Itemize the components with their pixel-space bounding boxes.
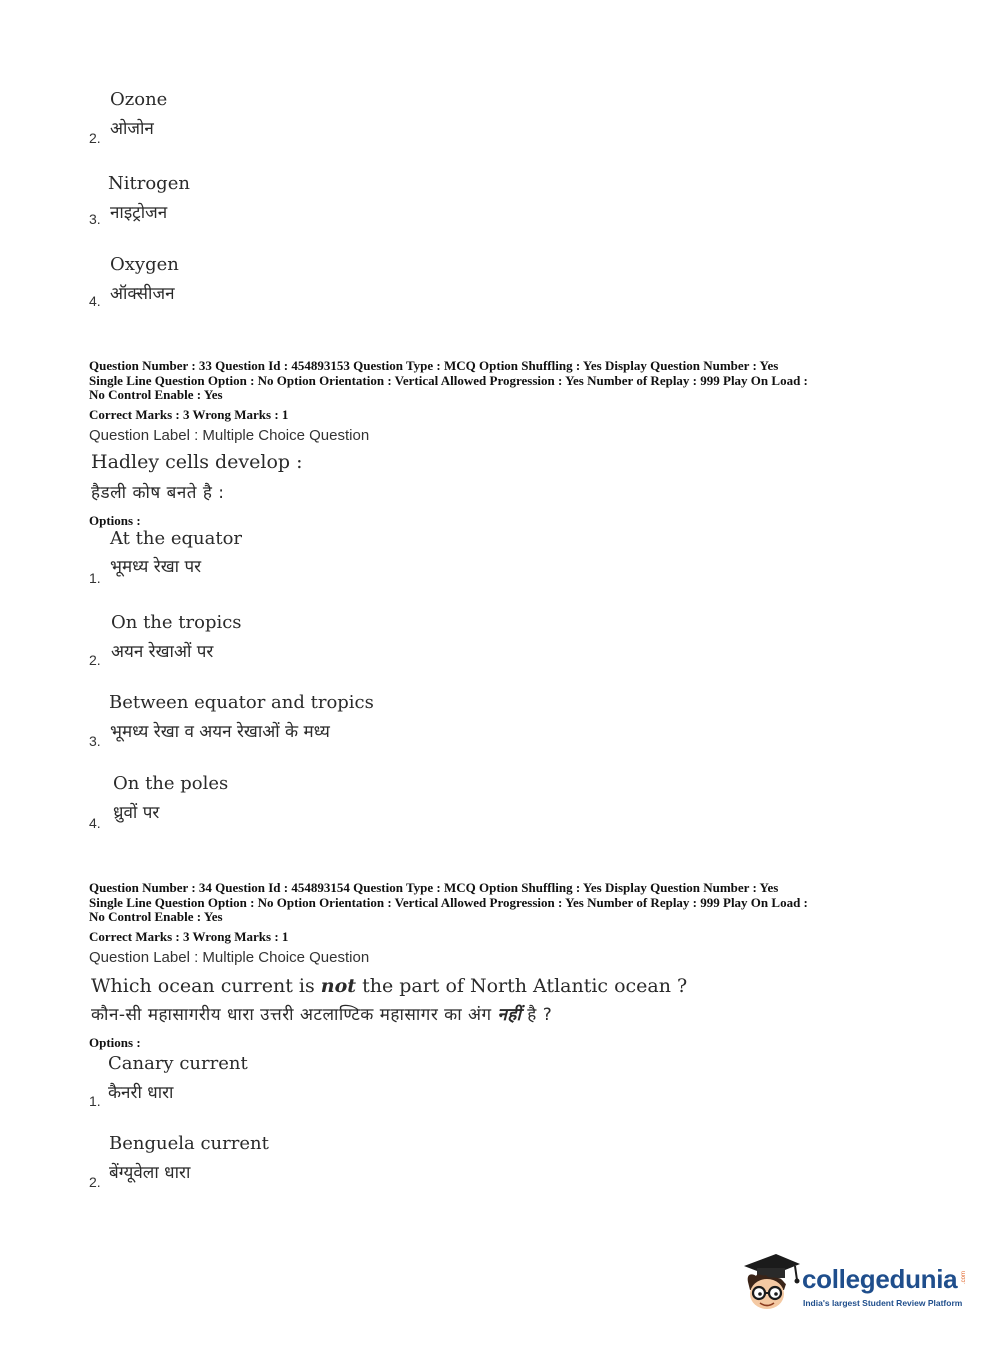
- question-marks: Correct Marks : 3 Wrong Marks : 1: [89, 407, 289, 422]
- option-text-hi: ऑक्सीजन: [110, 284, 175, 304]
- question-marks: Correct Marks : 3 Wrong Marks : 1: [89, 929, 289, 944]
- option-text-en: On the poles: [113, 773, 229, 794]
- brand-tagline: India's largest Student Review Platform: [803, 1298, 963, 1308]
- option-text-en: At the equator: [110, 528, 243, 549]
- option-text-hi: नाइट्रोजन: [110, 203, 168, 223]
- option-text-en: Benguela current: [109, 1133, 269, 1154]
- option-number: 2.: [89, 130, 101, 146]
- brand-name: collegedunia: [802, 1264, 958, 1294]
- meta-line-2: Single Line Question Option : No Option Orientation : Vertical Allowed Progression : Yes Number of Replay : 999 Play On Load :: [89, 372, 808, 388]
- option-number: 1.: [89, 1093, 101, 1109]
- option-number: 1.: [89, 570, 101, 586]
- option-text-hi: अयन रेखाओं पर: [111, 642, 214, 662]
- text-segment: Which ocean current is: [91, 975, 321, 997]
- question-text-hi: हैडली कोष बनते है :: [91, 483, 225, 503]
- options-heading: Options :: [89, 513, 141, 528]
- text-segment: है ?: [521, 1005, 553, 1025]
- option-text-en: Canary current: [108, 1053, 248, 1074]
- option-number: 3.: [89, 211, 101, 227]
- brand-suffix: .com: [961, 1271, 967, 1285]
- option-number: 2.: [89, 652, 101, 668]
- question-meta: [89, 359, 919, 403]
- meta-line-3: No Control Enable : Yes: [89, 387, 223, 402]
- meta-line-1: Question Number : 34 Question Id : 454893154 Question Type : MCQ Option Shuffling : Yes Display Question Number : Yes: [89, 880, 779, 895]
- option-text-en: Nitrogen: [108, 173, 190, 194]
- option-text-hi: ध्रुवों पर: [113, 803, 160, 823]
- meta-line-3: No Control Enable : Yes: [89, 909, 223, 924]
- option-text-hi: भूमध्य रेखा पर: [110, 557, 202, 577]
- option-text-en: Ozone: [110, 89, 168, 110]
- option-text-hi: बेंग्यूवेला धारा: [109, 1163, 191, 1183]
- emphasis-text: not: [320, 975, 357, 997]
- option-number: 3.: [89, 733, 101, 749]
- option-text-hi: कैनरी धारा: [108, 1083, 174, 1103]
- text-segment: कौन-सी महासागरीय धारा उत्तरी अटलाण्टिक महासागर का अंग: [91, 1005, 498, 1025]
- question-text-en: Hadley cells develop :: [91, 451, 303, 473]
- question-meta: [89, 881, 919, 925]
- meta-line-2: Single Line Question Option : No Option Orientation : Vertical Allowed Progression : Yes Number of Replay : 999 Play On Load :: [89, 894, 808, 910]
- option-text-en: Between equator and tropics: [109, 692, 374, 713]
- option-text-hi: भूमध्य रेखा व अयन रेखाओं के मध्य: [110, 722, 330, 742]
- question-label: Question Label : Multiple Choice Question: [89, 427, 370, 444]
- option-text-en: On the tropics: [111, 612, 242, 633]
- question-text-hi: [91, 1002, 552, 1025]
- meta-line-1: Question Number : 33 Question Id : 454893153 Question Type : MCQ Option Shuffling : Yes Display Question Number : Yes: [89, 358, 779, 373]
- option-number: 4.: [89, 815, 101, 831]
- text-segment: the part of North Atlantic ocean ?: [356, 975, 688, 997]
- option-number: 2.: [89, 1174, 101, 1190]
- options-heading: Options :: [89, 1035, 141, 1050]
- option-text-en: Oxygen: [110, 254, 179, 275]
- question-label: Question Label : Multiple Choice Question: [89, 949, 370, 966]
- mascot-icon: [740, 1250, 802, 1312]
- option-text-hi: ओजोन: [110, 119, 154, 139]
- option-number: 4.: [89, 293, 101, 309]
- emphasis-text: नहीं: [497, 1005, 522, 1025]
- question-text-en: [91, 975, 687, 997]
- collegedunia-logo[interactable]: [740, 1250, 980, 1312]
